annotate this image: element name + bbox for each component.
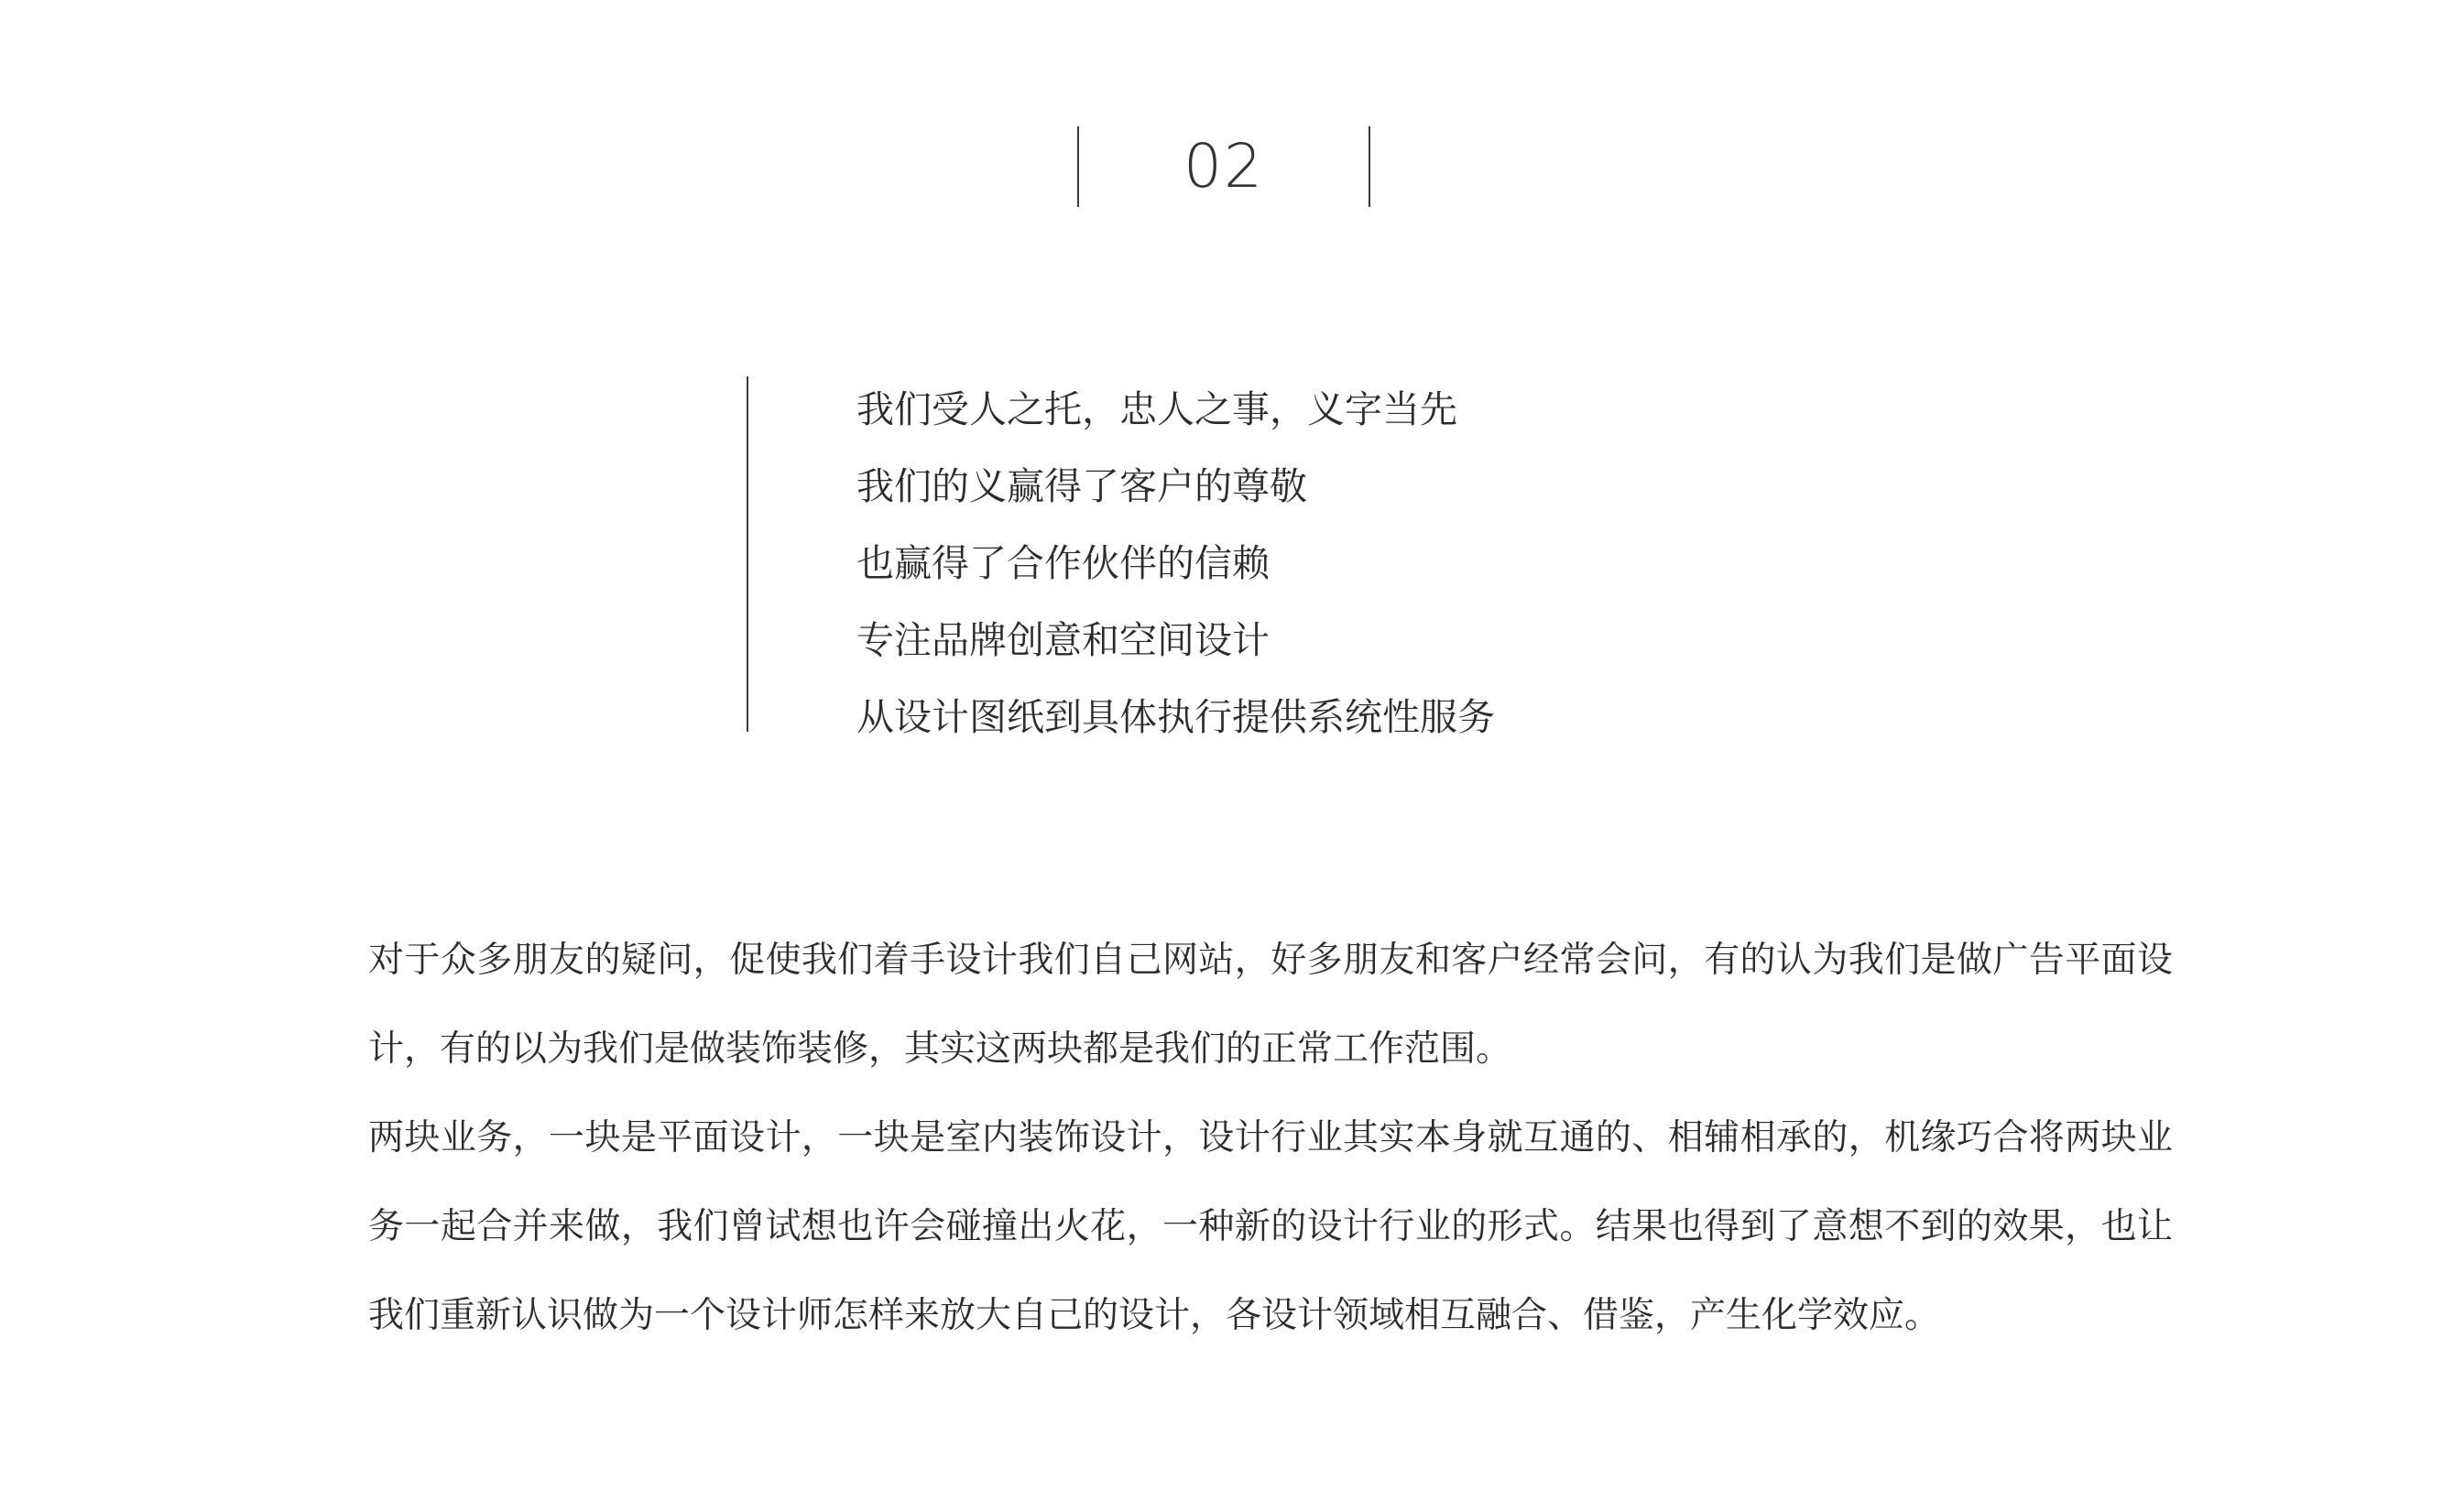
body-paragraph: 两块业务，一块是平面设计，一块是室内装饰设计，设计行业其实本身就互通的、相辅相承的，机缘巧合将两块业务一起合并来做，我们曾试想也许会碰撞出火花，一种新的设计行业的形式。结果也得到了意想不到的效果，也让我们重新认识做为一个设计师怎样来放大自己的设计，各设计领域相互融合、借鉴，产生化学效应。 [368,1117,2173,1336]
quote-lines [856,376,1772,756]
quote-line: 也赢得了合作伙伴的信赖 [856,541,1270,585]
section-number-block [1077,126,1370,207]
quote-line: 专注品牌创意和空间设计 [856,618,1270,662]
body-text [368,916,2173,1360]
quote-line: 我们的义赢得了客户的尊敬 [856,464,1307,508]
body-paragraph: 对于众多朋友的疑问，促使我们着手设计我们自己网站，好多朋友和客户经常会问，有的认为我们是做广告平面设计，有的以为我们是做装饰装修，其实这两块都是我们的正常工作范围。 [368,940,2173,1070]
right-divider [1369,126,1370,207]
quote-line: 从设计图纸到具体执行提供系统性服务 [856,695,1495,739]
quote-vertical-rule [747,376,748,732]
quote-line: 我们受人之托，忠人之事，义字当先 [856,387,1457,431]
section-number: 02 [1183,131,1264,201]
